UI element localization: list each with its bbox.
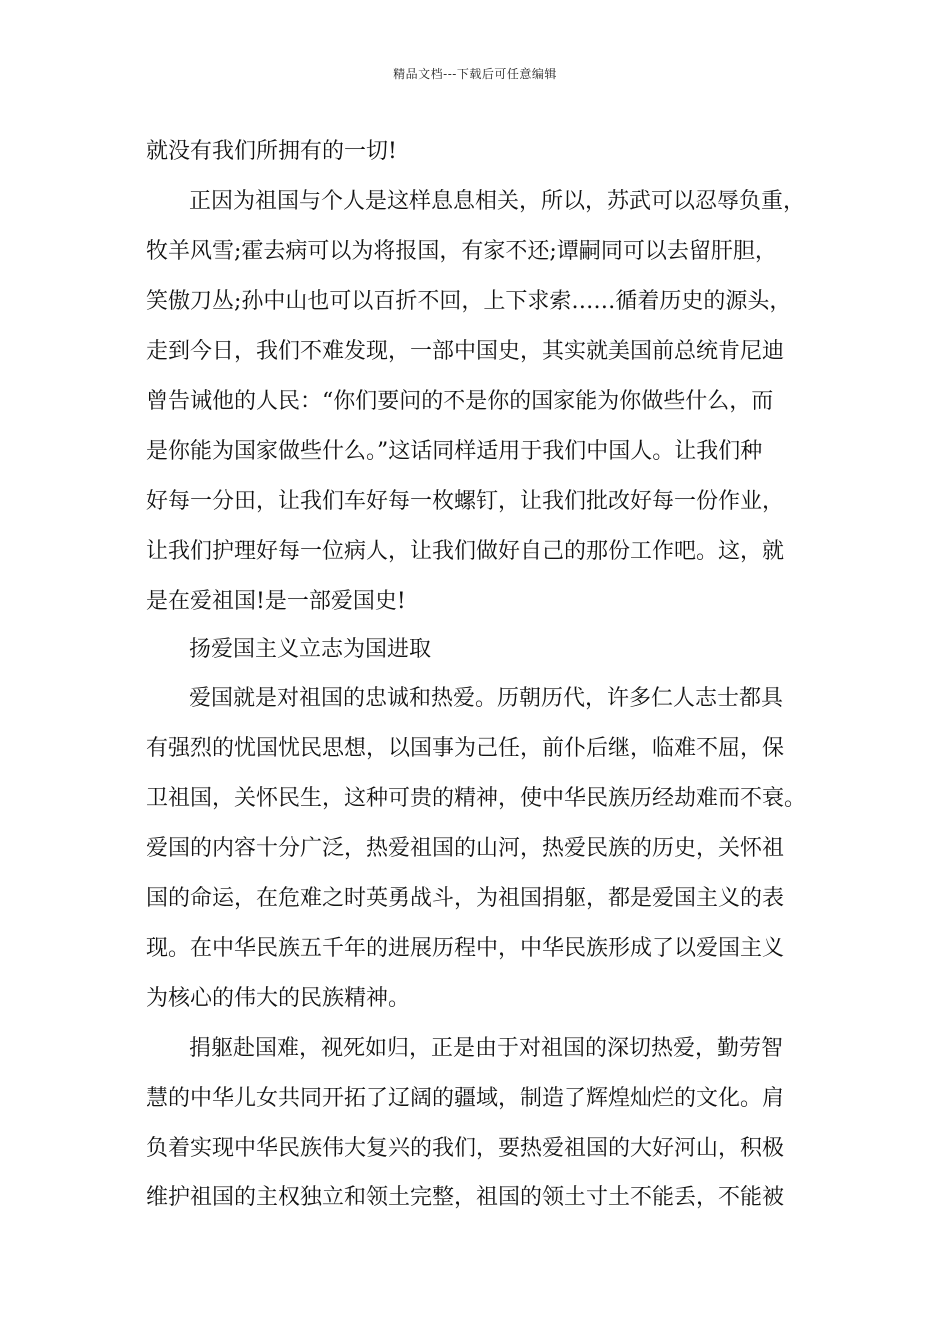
text-line: 国的命运，在危难之时英勇战斗，为祖国捐躯，都是爱国主义的表 (146, 886, 785, 911)
text-line: 爱国的内容十分广泛，热爱祖国的山河，热爱民族的历史，关怀祖 (146, 836, 785, 861)
text-line: 是你能为国家做些什么。”这话同样适用于我们中国人。让我们种 (146, 439, 763, 464)
text-line: 有强烈的忧国忧民思想，以国事为己任，前仆后继，临难不屈，保 (146, 736, 785, 761)
text-line: 现。在中华民族五千年的进展历程中，中华民族形成了以爱国主义 (146, 936, 785, 961)
paragraph-first-line: 正因为祖国与个人是这样息息相关，所以，苏武可以忍辱负重， (189, 189, 806, 214)
text-line: 为核心的伟大的民族精神。 (146, 986, 411, 1011)
page-header: 精品文档---下载后可任意编辑 (393, 67, 557, 81)
text-line: 慧的中华儿女共同开拓了辽阔的疆域，制造了辉煌灿烂的文化。肩 (146, 1086, 785, 1111)
text-line: 负着实现中华民族伟大复兴的我们，要热爱祖国的大好河山，积极 (146, 1136, 785, 1161)
text-line: 走到今日，我们不难发现，一部中国史，其实就美国前总统肯尼迪 (146, 339, 785, 364)
paragraph-first-line: 爱国就是对祖国的忠诚和热爱。历朝历代，许多仁人志士都具 (189, 686, 784, 711)
text-line: 维护祖国的主权独立和领土完整，祖国的领土寸土不能丢，不能被 (146, 1185, 785, 1210)
text-line: 是在爱祖国!是一部爱国史! (146, 589, 406, 614)
text-line: 好每一分田，让我们车好每一枚螺钉，让我们批改好每一份作业， (146, 489, 785, 514)
text-line: 牧羊风雪;霍去病可以为将报国，有家不还;谭嗣同可以去留肝胆， (146, 239, 777, 264)
section-heading: 扬爱国主义立志为国进取 (189, 637, 432, 662)
text-line: 就没有我们所拥有的一切! (146, 139, 397, 164)
paragraph-first-line: 捐躯赴国难，视死如归，正是由于对祖国的深切热爱，勤劳智 (189, 1036, 784, 1061)
text-line: 曾告诫他的人民：“你们要问的不是你的国家能为你做些什么，而 (146, 389, 774, 414)
text-line: 卫祖国，关怀民生，这种可贵的精神，使中华民族历经劫难而不衰。 (146, 786, 807, 811)
text-line: 笑傲刀丛;孙中山也可以百折不回，上下求索……循着历史的源头， (146, 289, 792, 314)
text-line: 让我们护理好每一位病人，让我们做好自己的那份工作吧。这，就 (146, 539, 785, 564)
